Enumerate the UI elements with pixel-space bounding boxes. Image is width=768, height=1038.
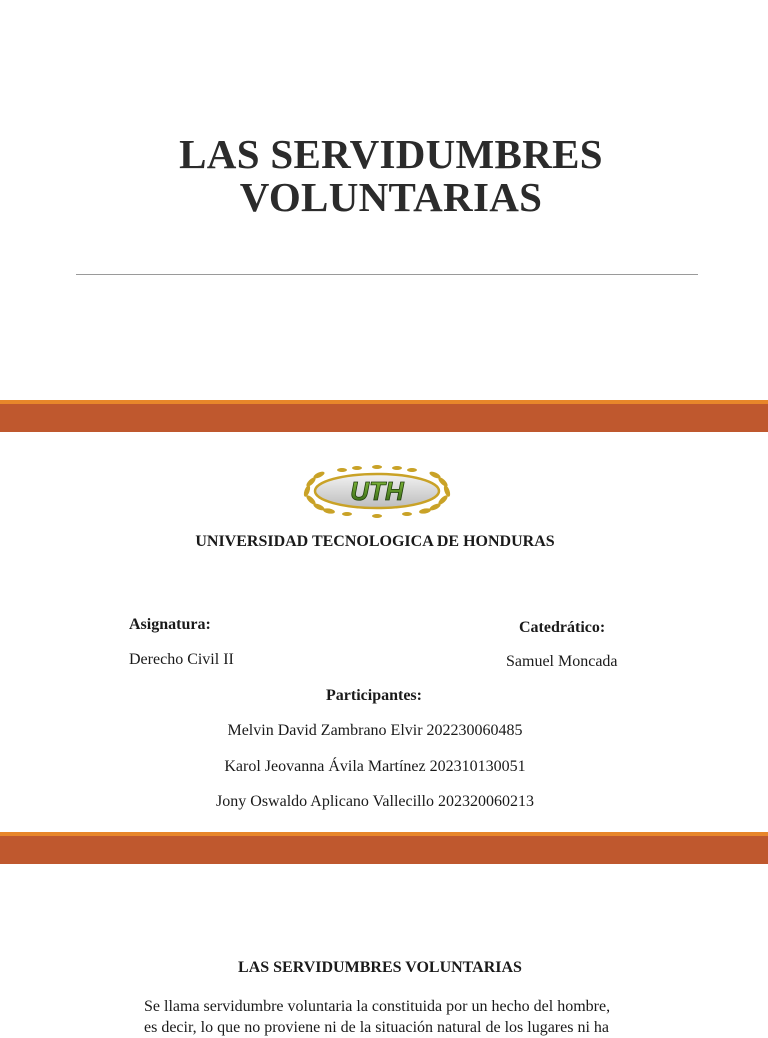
svg-text:UTH: UTH bbox=[350, 476, 404, 506]
section-title: LAS SERVIDUMBRES VOLUNTARIAS bbox=[238, 959, 522, 976]
decorative-band-bottom bbox=[0, 832, 768, 864]
title-line-1: LAS SERVIDUMBRES bbox=[179, 131, 603, 177]
uth-logo bbox=[297, 462, 457, 520]
body-paragraph bbox=[144, 996, 614, 1038]
participant-item: Karol Jeovanna Ávila Martínez 202310130051 bbox=[224, 758, 526, 775]
document-title bbox=[0, 133, 768, 219]
participant-item: Jony Oswaldo Aplicano Vallecillo 202320060213 bbox=[216, 793, 534, 810]
participants-label: Participantes: bbox=[326, 687, 422, 704]
catedratico-value: Samuel Moncada bbox=[506, 653, 618, 670]
asignatura-value: Derecho Civil II bbox=[129, 651, 234, 668]
asignatura-label: Asignatura: bbox=[129, 616, 211, 633]
university-name: UNIVERSIDAD TECNOLOGICA DE HONDURAS bbox=[195, 533, 555, 550]
catedratico-label: Catedrático: bbox=[519, 619, 606, 636]
participant-item: Melvin David Zambrano Elvir 202230060485 bbox=[227, 722, 523, 739]
body-line: Se llama servidumbre voluntaria la constituida por un hecho del hombre, bbox=[144, 998, 611, 1015]
decorative-band-top bbox=[0, 400, 768, 432]
body-line: es decir, lo que no proviene ni de la situación natural de los lugares ni ha bbox=[144, 1019, 609, 1036]
title-divider bbox=[76, 274, 698, 275]
title-line-2: VOLUNTARIAS bbox=[239, 174, 543, 220]
